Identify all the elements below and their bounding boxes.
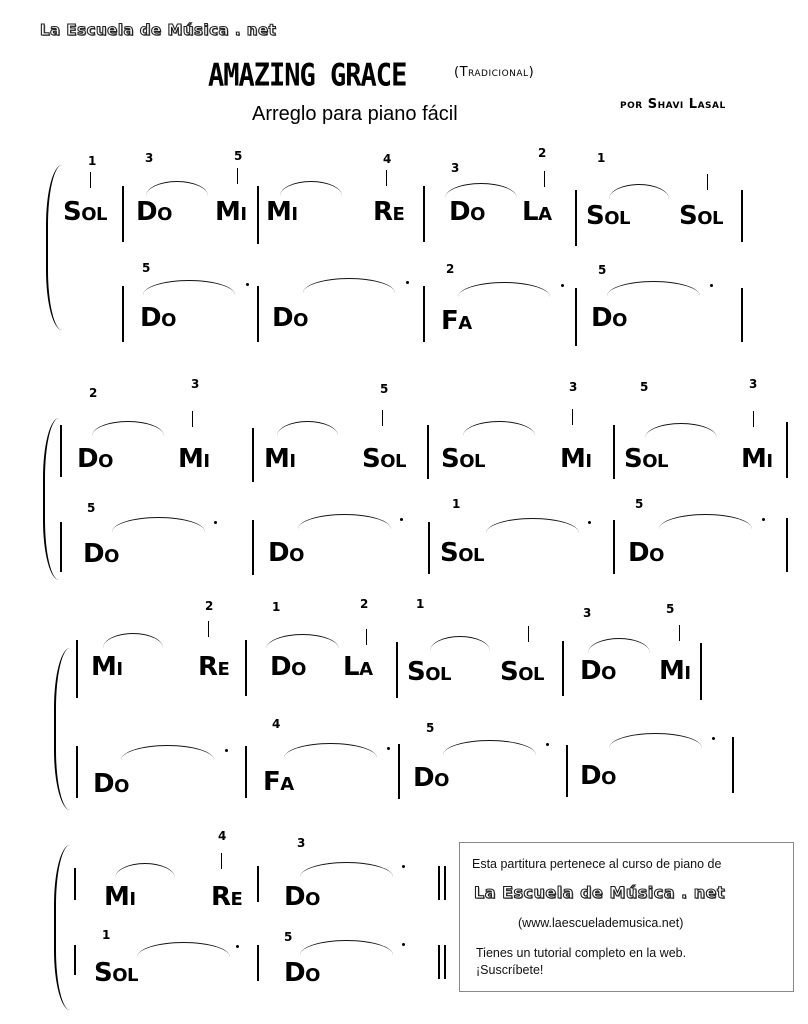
fingering: 3 (297, 836, 306, 850)
fingering: 2 (205, 599, 214, 613)
dot-mark (402, 943, 405, 946)
note: Sol (362, 444, 406, 474)
slur (659, 514, 752, 529)
note: Re (211, 882, 243, 912)
note: Do (268, 538, 304, 568)
info-logo: La Escuela de Música . net (474, 883, 726, 902)
note: Sol (586, 201, 630, 231)
note: Mi (104, 882, 136, 912)
bar-line (786, 422, 788, 478)
dot-mark (400, 518, 403, 521)
slur (103, 633, 163, 648)
fingering: 2 (538, 146, 547, 160)
slur (115, 863, 175, 878)
final-bar-line (444, 945, 446, 979)
note: Sol (440, 538, 484, 568)
note: Fa (441, 306, 472, 336)
fingering: 1 (88, 154, 97, 168)
dot-mark (710, 284, 713, 287)
note: Mi (215, 197, 247, 227)
note: Mi (264, 444, 296, 474)
note: Do (413, 763, 449, 793)
slur (300, 862, 393, 877)
slur (486, 518, 579, 533)
bar-line (74, 868, 76, 900)
slur (266, 634, 339, 649)
stem-mark (572, 409, 573, 425)
note: Do (83, 539, 119, 569)
note: Re (373, 197, 405, 227)
final-bar-line (438, 945, 440, 979)
slur (458, 282, 550, 297)
note: Sol (624, 444, 668, 474)
slur (303, 278, 395, 293)
bar-line (613, 520, 615, 574)
note: Sol (94, 958, 138, 988)
dot-mark (387, 747, 390, 750)
fingering: 1 (452, 497, 461, 511)
site-logo: La Escuela de Música . net (40, 21, 277, 39)
fingering: 5 (598, 263, 607, 277)
stem-mark (366, 629, 367, 645)
slur (430, 636, 490, 651)
bar-line (732, 737, 734, 793)
info-url[interactable]: (www.laescuelademusica.net) (518, 916, 684, 930)
stem-mark (208, 621, 209, 637)
bar-line (741, 190, 743, 242)
note: Do (449, 197, 485, 227)
note: Do (628, 538, 664, 568)
note: Do (136, 197, 172, 227)
bar-line (74, 945, 76, 975)
note: Re (198, 652, 230, 682)
bar-line (396, 642, 398, 698)
fingering: 5 (87, 501, 96, 515)
stem-mark (237, 168, 238, 184)
note: Do (272, 303, 308, 333)
fingering: 4 (272, 717, 281, 731)
info-line-subscribe: ¡Suscríbete! (476, 963, 544, 977)
note: Do (270, 652, 306, 682)
bar-line (257, 866, 259, 902)
info-line-course: Esta partitura pertenece al curso de piano de (472, 857, 722, 871)
fingering: 1 (102, 928, 111, 942)
author-credit: por Shavi Lasal (620, 97, 726, 112)
final-bar-line (444, 866, 446, 900)
bar-line (575, 288, 577, 346)
dot-mark (561, 284, 564, 287)
dot-mark (246, 283, 249, 286)
dot-mark (546, 743, 549, 746)
slur (146, 181, 208, 196)
slur (137, 942, 230, 957)
note: Do (140, 303, 176, 333)
bar-line (76, 746, 78, 798)
fingering: 1 (597, 151, 606, 165)
dot-mark (712, 737, 715, 740)
title-note: (Tradicional) (454, 65, 535, 80)
note: La (522, 197, 552, 227)
dot-mark (588, 521, 591, 524)
bar-line (122, 186, 124, 242)
fingering: 5 (284, 930, 293, 944)
bar-line (257, 286, 259, 342)
stem-mark (90, 172, 91, 188)
course-info-box (459, 842, 794, 992)
stem-mark (386, 170, 387, 186)
final-bar-line (438, 866, 440, 900)
bar-line (427, 425, 429, 479)
dot-mark (214, 521, 217, 524)
stem-mark (192, 411, 193, 427)
stem-mark (221, 853, 222, 869)
fingering: 3 (145, 151, 154, 165)
fingering: 5 (142, 261, 151, 275)
stem-mark (679, 625, 680, 641)
slur (284, 743, 377, 758)
dot-mark (762, 518, 765, 521)
bar-line (257, 186, 259, 244)
note: La (343, 652, 373, 682)
fingering: 5 (666, 602, 675, 616)
info-line-tutorial: Tienes un tutorial completo en la web. (476, 946, 687, 960)
slur (445, 183, 517, 198)
slur (609, 733, 702, 748)
note: Mi (91, 652, 123, 682)
stem-mark (707, 174, 708, 190)
arrangement-subtitle: Arreglo para piano fácil (252, 103, 458, 125)
bar-line (741, 288, 743, 342)
note: Sol (500, 657, 544, 687)
bar-line (566, 745, 568, 797)
note: Mi (266, 197, 298, 227)
fingering: 3 (583, 606, 592, 620)
slur (92, 421, 164, 436)
slur (645, 423, 717, 438)
fingering: 3 (451, 161, 460, 175)
slur (607, 281, 700, 296)
fingering: 3 (749, 377, 758, 391)
note: Sol (407, 657, 451, 687)
bar-line (252, 520, 254, 575)
fingering: 5 (380, 382, 389, 396)
bar-line (245, 746, 247, 798)
slur (298, 514, 391, 529)
note: Do (591, 303, 627, 333)
stem-mark (544, 171, 545, 187)
system-brace (43, 418, 59, 580)
note: Mi (178, 444, 210, 474)
slur (588, 638, 650, 653)
bar-line (252, 428, 254, 482)
note: Mi (659, 656, 691, 686)
fingering: 3 (191, 377, 200, 391)
page-title: AMAZING GRACE (208, 58, 407, 94)
note: Do (93, 769, 129, 799)
fingering: 1 (416, 597, 425, 611)
fingering: 5 (640, 380, 649, 394)
slur (463, 421, 535, 436)
note: Do (284, 882, 320, 912)
note: Fa (263, 767, 294, 797)
fingering: 5 (635, 497, 644, 511)
bar-line (613, 425, 615, 479)
slur (112, 517, 205, 532)
bar-line (122, 286, 124, 342)
slur (443, 740, 536, 755)
bar-line (575, 190, 577, 246)
bar-line (398, 744, 400, 799)
dot-mark (236, 945, 239, 948)
slur (143, 280, 235, 295)
fingering: 4 (218, 829, 227, 843)
note: Sol (441, 444, 485, 474)
bar-line (428, 522, 430, 574)
system-brace (54, 648, 70, 810)
slur (280, 181, 342, 196)
stem-mark (382, 410, 383, 426)
fingering: 2 (360, 597, 369, 611)
stem-mark (528, 626, 529, 642)
bar-line (700, 643, 702, 700)
bar-line (423, 286, 425, 342)
bar-line (257, 945, 259, 981)
bar-line (562, 641, 564, 696)
bar-line (423, 186, 425, 242)
dot-mark (402, 865, 405, 868)
fingering: 3 (569, 380, 578, 394)
note: Sol (63, 197, 107, 227)
dot-mark (406, 281, 409, 284)
fingering: 1 (272, 600, 281, 614)
bar-line (60, 425, 62, 477)
fingering: 5 (234, 149, 243, 163)
fingering: 5 (426, 721, 435, 735)
slur (300, 940, 393, 955)
bar-line (245, 640, 247, 696)
slur (277, 421, 338, 436)
slur (121, 745, 214, 760)
system-brace (46, 165, 62, 330)
fingering: 2 (446, 262, 455, 276)
note: Sol (679, 201, 723, 231)
bar-line (76, 640, 78, 698)
fingering: 4 (383, 152, 392, 166)
note: Do (77, 444, 113, 474)
note: Mi (741, 444, 773, 474)
note: Mi (560, 444, 592, 474)
fingering: 2 (89, 386, 98, 400)
stem-mark (753, 411, 754, 427)
slur (609, 184, 669, 199)
system-brace (54, 845, 70, 1010)
note: Do (580, 761, 616, 791)
dot-mark (225, 749, 228, 752)
bar-line (786, 518, 788, 572)
note: Do (580, 656, 616, 686)
bar-line (60, 522, 62, 572)
note: Do (284, 958, 320, 988)
